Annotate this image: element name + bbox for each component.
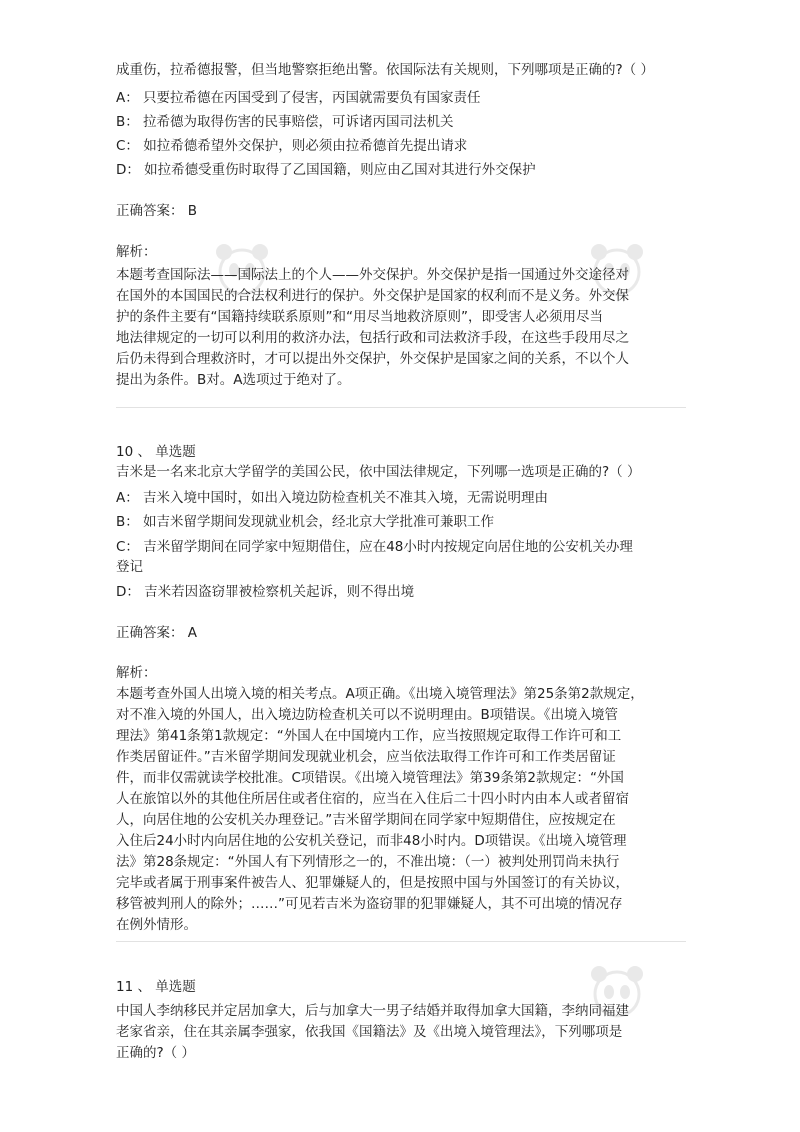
section-divider (116, 407, 686, 408)
question-10-analysis-label: 解析： (116, 665, 157, 681)
analysis-line: 护的条件主要有“国籍持续联系原则”和“用尽当地救济原则”，即受害人必须用尽当 (116, 309, 603, 325)
question-11-header: 11 、 单选题 (116, 979, 196, 995)
analysis-line: 后仍未得到合理救济时，才可以提出外交保护，外交保护是国家之间的关系，不以个人 (116, 351, 629, 367)
question-10-answer: 正确答案： A (116, 625, 198, 641)
stem-line: 老家省亲，住在其亲属李强家，依我国《国籍法》及《出境入境管理法》，下列哪项是 (116, 1024, 623, 1040)
question-10-stem: 吉米是一名来北京大学留学的美国公民，依中国法律规定，下列哪一选项是正确的?（ ） (116, 464, 641, 480)
analysis-line: 入住后24小时内向居住地的公安机关登记，而非48小时内。D项错误。《出境入境管理 (116, 833, 627, 849)
analysis-line: 在例外情形。 (116, 917, 197, 933)
analysis-line: 提出为条件。B对。A选项过于绝对了。 (116, 372, 351, 388)
question-10-option-b: B： 如吉米留学期间发现就业机会，经北京大学批准可兼职工作 (116, 514, 495, 530)
analysis-line: 件，而非仅需就读学校批准。C项错误。《出境入境管理法》第39条第2款规定：“外国 (116, 770, 624, 786)
question-9-analysis (116, 265, 686, 391)
question-9-answer: 正确答案： B (116, 203, 198, 219)
question-10-header: 10 、 单选题 (116, 444, 196, 460)
question-9-option-d: D： 如拉希德受重伤时取得了乙国国籍，则应由乙国对其进行外交保护 (116, 162, 536, 178)
question-10-option-c-cont: 登记 (116, 559, 143, 575)
question-11-stem (116, 1001, 686, 1064)
analysis-line: 人在旅馆以外的其他住所居住或者住宿的，应当在入住后二十四小时内由本人或者留宿 (116, 791, 629, 807)
analysis-line: 作类居留证件。”吉米留学期间发现就业机会，应当依法取得工作许可和工作类居留证 (116, 749, 616, 765)
question-10-analysis (116, 684, 686, 936)
analysis-line: 理法》第41条第1款规定：“外国人在中国境内工作，应当按照规定取得工作许可和工 (116, 728, 622, 744)
question-9-option-a: A： 只要拉希德在丙国受到了侵害，丙国就需要负有国家责任 (116, 90, 481, 106)
analysis-line: 在国外的本国国民的合法权利进行的保护。外交保护是国家的权利而不是义务。外交保 (116, 288, 629, 304)
analysis-line: 地法律规定的一切可以利用的救济办法，包括行政和司法救济手段，在这些手段用尽之 (116, 330, 629, 346)
section-divider (116, 941, 686, 942)
question-9-option-b: B： 拉希德为取得伤害的民事赔偿，可诉诸丙国司法机关 (116, 114, 454, 130)
analysis-line: 本题考查外国人出境入境的相关考点。A项正确。《出境入境管理法》第25条第2款规定， (116, 686, 644, 702)
analysis-line: 移管被判刑人的除外；……”可见若吉米为盗窃罪的犯罪嫌疑人，其不可出境的情况存 (116, 896, 623, 912)
question-10-option-c: C： 吉米留学期间在同学家中短期借住，应在48小时内按规定向居住地的公安机关办理 (116, 539, 633, 555)
analysis-line: 法》第28条规定：“外国人有下列情形之一的，不准出境：（一）被判处刑罚尚未执行 (116, 854, 620, 870)
question-10-option-d: D： 吉米若因盗窃罪被检察机关起诉，则不得出境 (116, 584, 415, 600)
question-9-analysis-label: 解析： (116, 244, 157, 260)
analysis-line: 本题考查国际法——国际法上的个人——外交保护。外交保护是指一国通过外交途径对 (116, 267, 629, 283)
question-10-option-a: A： 吉米入境中国时，如出入境边防检查机关不准其入境，无需说明理由 (116, 490, 549, 506)
question-9-stem-tail: 成重伤，拉希德报警，但当地警察拒绝出警。依国际法有关规则，下列哪项是正确的?（ ） (116, 62, 654, 78)
stem-line: 正确的?（ ） (116, 1045, 195, 1061)
analysis-line: 对不准入境的外国人，出入境边防检查机关可以不说明理由。B项错误。《出境入境管 (116, 707, 619, 723)
analysis-line: 完毕或者属于刑事案件被告人、犯罪嫌疑人的，但是按照中国与外国签订的有关协议， (116, 875, 629, 891)
stem-line: 中国人李纳移民并定居加拿大，后与加拿大一男子结婚并取得加拿大国籍，李纳同福建 (116, 1003, 629, 1019)
question-9-option-c: C： 如拉希德希望外交保护，则必须由拉希德首先提出请求 (116, 138, 468, 154)
analysis-line: 人，向居住地的公安机关办理登记。”吉米留学期间在同学家中短期借住，应按规定在 (116, 812, 616, 828)
